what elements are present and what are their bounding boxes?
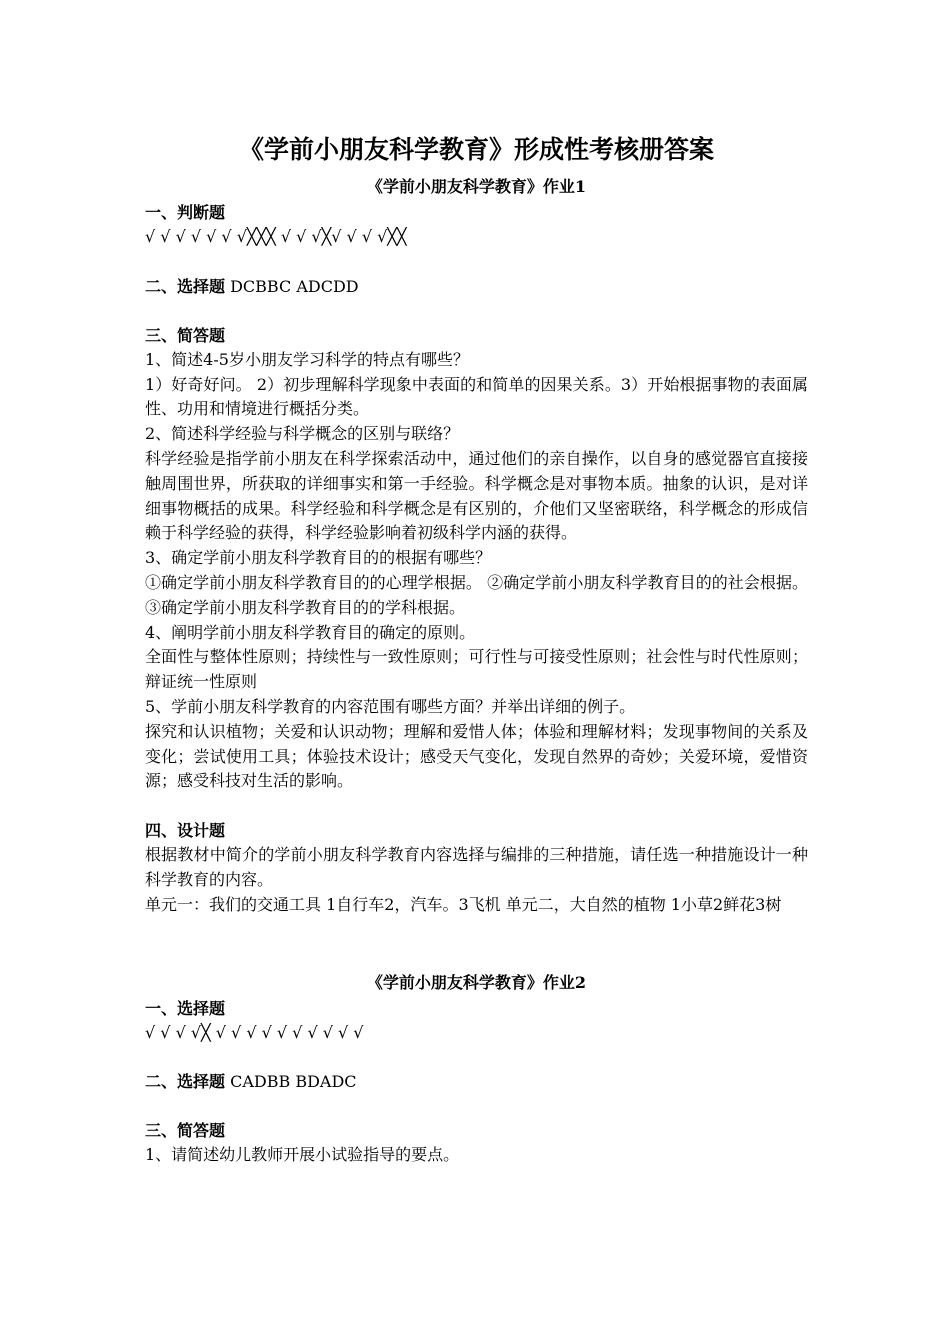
homework-1-title: 《学前小朋友科学教育》作业1	[366, 177, 587, 196]
choice-heading-label: 二、选择题	[145, 276, 226, 296]
hw2-choice-answers: CADBB BDADC	[225, 1072, 357, 1092]
answer-4: 全面性与整体性原则；持续性与一致性原则；可行性与可接受性原则；社会性与时代性原则；辩证统一性原则	[145, 647, 808, 692]
question-5: 5、学前小朋友科学教育的内容范围有哪些方面？并举出详细的例子。	[145, 696, 636, 716]
hw2-choice-heading-label: 二、选择题	[145, 1072, 226, 1092]
true-false-answers: √ √ √ √ √ √ √╳╳╳ √ √ √╳√ √ √ √╳╳	[145, 227, 407, 246]
section-design-heading: 四、设计题	[145, 821, 226, 841]
hw2-section-2-heading	[145, 1070, 808, 1094]
hw2-section-1-heading: 一、选择题	[145, 998, 226, 1018]
answer-1: 1）好奇好问。 2）初步理解科学现象中表面的和简单的因果关系。3）开始根据事物的表面属性、功用和情境进行概括分类。	[145, 374, 808, 419]
homework-2	[145, 968, 808, 1169]
document-title: 《学前小朋友科学教育》形成性考核册答案	[238, 135, 714, 164]
answer-5: 探究和认识植物；关爱和认识动物；理解和爱惜人体；体验和理解材料；发现事物间的关系及变化；尝试使用工具；体验技术设计；感受天气变化，发现自然界的奇妙；关爱环境，爱惜资源；感受科技对生活的影响。	[145, 721, 808, 791]
design-answer: 单元一：我们的交通工具 1自行车2，汽车。3飞机 单元二，大自然的植物 1小草2鲜花3树	[145, 894, 782, 914]
document-page	[145, 128, 808, 1168]
question-3: 3、确定学前小朋友科学教育目的的根据有哪些？	[145, 548, 492, 568]
design-question: 根据教材中简介的学前小朋友科学教育内容选择与编排的三种措施，请任选一种措施设计一种科学教育的内容。	[145, 845, 808, 889]
answer-3: ①确定学前小朋友科学教育目的的心理学根据。 ②确定学前小朋友科学教育目的的社会根据。 ③确定学前小朋友科学教育目的的学科根据。	[145, 572, 808, 617]
choice-answers: DCBBC ADCDD	[225, 276, 359, 296]
hw2-question-1: 1、请简述幼儿教师开展小试验指导的要点。	[145, 1145, 460, 1165]
homework-1	[145, 172, 808, 918]
hw2-section-3-heading: 三、简答题	[145, 1121, 226, 1141]
section-true-false-heading: 一、判断题	[145, 203, 226, 222]
section-choice-heading	[145, 275, 808, 299]
answer-2: 科学经验是指学前小朋友在科学探索活动中，通过他们的亲自操作，以自身的感觉器官直接接触周围世界，所获取的详细事实和第一手经验。科学概念是对事物本质。抽象的认识，是对详细事物概括的成果。科学经验和科学概念是有区别的，介他们又坚密联络，科学概念的形成信赖于科学经验的获得，科学经验影响着初级科学内涵的获得。	[145, 448, 808, 543]
hw2-section-1-answers: √ √ √ √╳ √ √ √ √ √ √ √ √ √ √	[145, 1022, 364, 1042]
section-short-answer-heading: 三、简答题	[145, 325, 226, 345]
homework-2-title: 《学前小朋友科学教育》作业2	[366, 972, 587, 992]
question-2: 2、简述科学经验与科学概念的区别与联络？	[145, 424, 460, 444]
question-4: 4、阐明学前小朋友科学教育目的确定的原则。	[145, 622, 476, 642]
question-1: 1、简述4-5岁小朋友学习科学的特点有哪些？	[145, 349, 469, 369]
